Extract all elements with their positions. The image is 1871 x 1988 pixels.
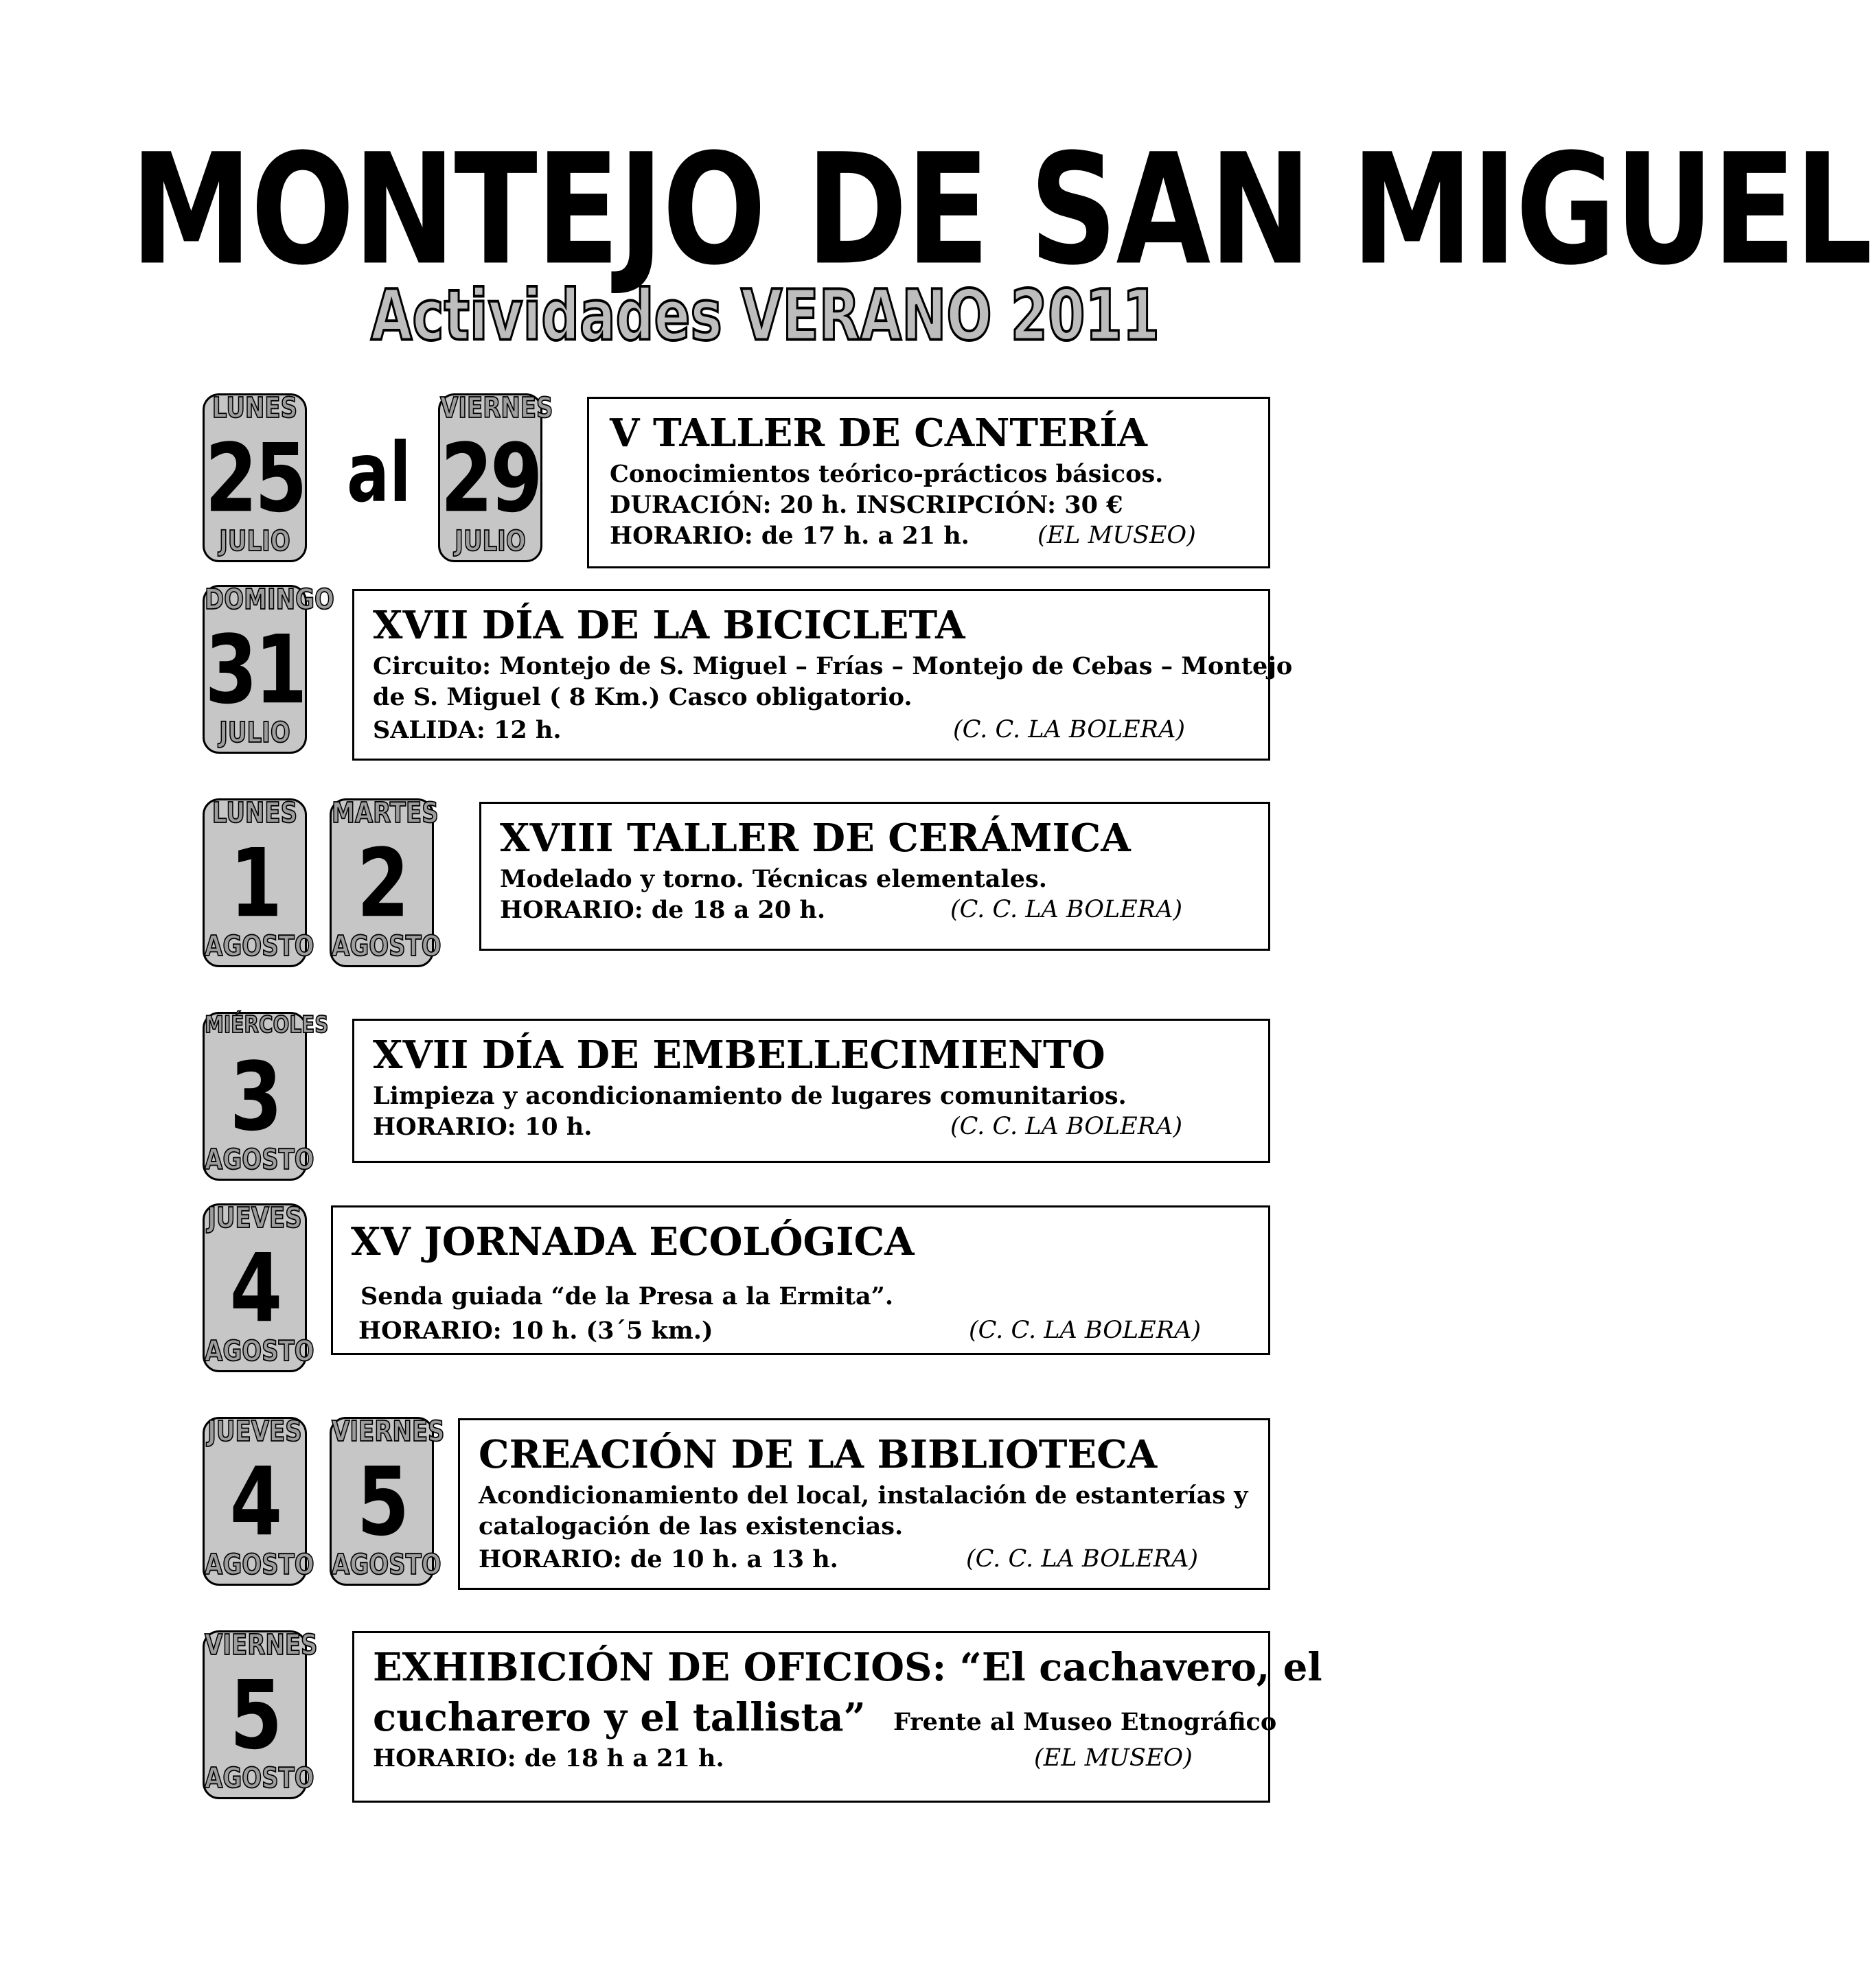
calendar-tile (203, 1629, 318, 1799)
event-details: DURACIÓN: 20 h. INSCRIPCIÓN: 30 € (610, 491, 1123, 519)
event-title: XVII DÍA DE EMBELLECIMIENTO (373, 1032, 1105, 1078)
calendar-date: 31 (205, 614, 305, 725)
calendar-month: AGOSTO (205, 1144, 314, 1177)
event-title: XVIII TALLER DE CERÁMICA (500, 816, 1131, 861)
calendar-tile (330, 1415, 445, 1586)
calendar-month: AGOSTO (205, 930, 314, 963)
calendar-tile (203, 797, 314, 967)
event-schedule: HORARIO: de 18 a 20 h. (500, 896, 826, 924)
event-description: catalogación de las existencias. (479, 1512, 904, 1540)
page-subtitle: Actividades VERANO 2011 (371, 276, 1160, 357)
calendar-month: AGOSTO (205, 1549, 314, 1582)
event-description: Senda guiada “de la Presa a la Ermita”. (360, 1282, 893, 1310)
event-box-jornada-ecologica (331, 1205, 1270, 1355)
calendar-date: 4 (229, 1233, 280, 1343)
calendar-tile (203, 1202, 314, 1372)
event-title-continued: cucharero y el tallista” (373, 1695, 866, 1740)
calendar-day: LUNES (211, 797, 298, 830)
calendar-tile (203, 1010, 329, 1181)
calendar-day: JUEVES (207, 1202, 302, 1235)
event-box-dia-embellecimiento (352, 1019, 1270, 1163)
calendar-date: 5 (229, 1660, 280, 1770)
event-schedule: HORARIO: de 18 h a 21 h. (373, 1744, 724, 1772)
calendar-day: JUEVES (207, 1415, 302, 1448)
event-box-taller-canteria (587, 397, 1270, 568)
calendar-day: MIÉRCOLES (205, 1010, 329, 1039)
event-location: (C. C. LA BOLERA) (950, 1113, 1183, 1140)
calendar-month: JULIO (455, 525, 526, 558)
event-box-taller-ceramica (479, 802, 1270, 951)
event-schedule: HORARIO: 10 h. (373, 1113, 593, 1141)
event-title: EXHIBICIÓN DE OFICIOS: “El cachavero, el (373, 1645, 1322, 1690)
calendar-tile (438, 392, 553, 562)
event-venue: Frente al Museo Etnográfico (893, 1708, 1277, 1736)
event-location: (C. C. LA BOLERA) (969, 1317, 1202, 1344)
event-description: Modelado y torno. Técnicas elementales. (500, 865, 1047, 893)
event-description: Limpieza y acondicionamiento de lugares comunitarios. (373, 1082, 1127, 1110)
calendar-date: 1 (229, 828, 280, 938)
calendar-month: AGOSTO (205, 1762, 314, 1795)
event-title: XVII DÍA DE LA BICICLETA (373, 603, 965, 648)
event-description: Conocimientos teórico-prácticos básicos. (610, 460, 1164, 488)
event-title: XV JORNADA ECOLÓGICA (351, 1219, 915, 1264)
calendar-date: 29 (440, 423, 540, 533)
event-schedule: HORARIO: de 17 h. a 21 h. (610, 522, 969, 550)
event-schedule: HORARIO: 10 h. (3´5 km.) (358, 1317, 713, 1345)
calendar-date: 25 (205, 423, 305, 533)
event-box-dia-bicicleta (352, 589, 1293, 761)
event-description: Acondicionamiento del local, instalación de estanterías y (479, 1481, 1248, 1510)
event-title: CREACIÓN DE LA BIBLIOTECA (479, 1432, 1158, 1477)
event-location: (C. C. LA BOLERA) (953, 716, 1186, 743)
event-title: V TALLER DE CANTERÍA (610, 411, 1147, 456)
calendar-tile (330, 797, 441, 967)
event-description: Circuito: Montejo de S. Miguel – Frías – Montejo de Cebas – Montejo (373, 652, 1293, 680)
calendar-date: 2 (356, 828, 407, 938)
calendar-month: JULIO (219, 717, 290, 750)
event-location: (C. C. LA BOLERA) (966, 1545, 1199, 1573)
calendar-day: MARTES (332, 797, 439, 830)
calendar-month: AGOSTO (205, 1335, 314, 1368)
event-location: (EL MUSEO) (1034, 1744, 1193, 1772)
calendar-day: DOMINGO (205, 583, 334, 616)
event-box-creacion-biblioteca (458, 1418, 1270, 1590)
calendar-date: 5 (356, 1446, 407, 1557)
page-title: MONTEJO DE SAN MIGUEL (130, 121, 1871, 299)
calendar-month: AGOSTO (332, 930, 441, 963)
calendar-day: VIERNES (205, 1629, 318, 1662)
calendar-tile (203, 1415, 314, 1586)
event-location: (EL MUSEO) (1037, 522, 1196, 549)
calendar-date: 3 (229, 1041, 280, 1152)
event-schedule: HORARIO: de 10 h. a 13 h. (479, 1545, 838, 1573)
calendar-tile (203, 583, 334, 754)
event-description: de S. Miguel ( 8 Km.) Casco obligatorio. (373, 683, 912, 711)
calendar-month: JULIO (219, 525, 290, 558)
date-range-connector: al (347, 425, 411, 521)
event-schedule: SALIDA: 12 h. (373, 716, 562, 744)
calendar-tile (203, 393, 307, 562)
calendar-day: VIERNES (440, 392, 553, 425)
event-box-exhibicion-oficios (352, 1631, 1322, 1803)
calendar-day: LUNES (211, 392, 298, 425)
calendar-month: AGOSTO (332, 1549, 441, 1582)
calendar-day: VIERNES (332, 1415, 445, 1448)
event-location: (C. C. LA BOLERA) (950, 896, 1183, 923)
calendar-date: 4 (229, 1446, 280, 1557)
